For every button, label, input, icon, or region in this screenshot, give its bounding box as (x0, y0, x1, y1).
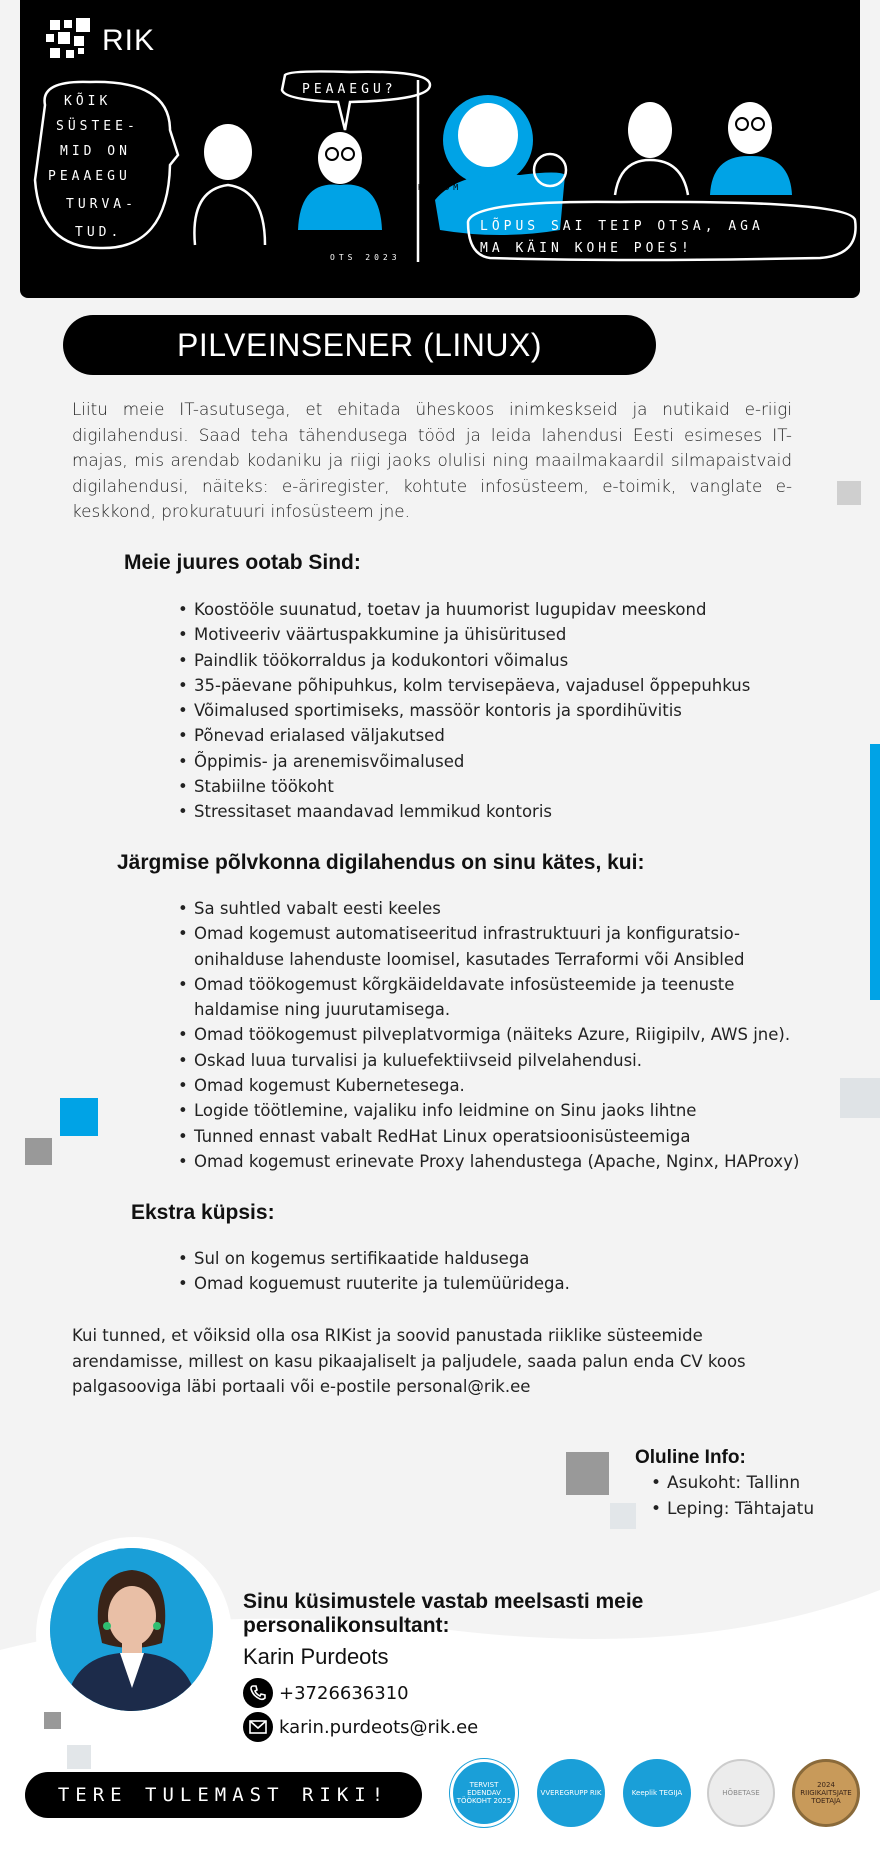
list-item: • Koostööle suunatud, toetav ja huumorist lugupidav meeskond (194, 597, 750, 622)
outro-text: Kui tunned, et võiksid olla osa RIKist ja soovid panustada riiklike süsteemide arendamisse, millest on kasu pikaajaliselt ja paljudele, saada palun enda CV koos palgasooviga läbi portaali või e-postile personal@rik.ee (72, 1326, 746, 1396)
list-item: • Omad kogemust Kubernetesega. (194, 1073, 799, 1098)
info-location: • Asukoht: Tallinn (667, 1470, 814, 1496)
list-item: • Võimalused sportimiseks, massöör kontoris ja spordihüvitis (194, 698, 750, 723)
list-item: • Omad kogemust erinevate Proxy lahendustega (Apache, Nginx, HAProxy) (194, 1149, 799, 1174)
svg-text:MID ON: MID ON (60, 144, 131, 159)
deco-square (25, 1138, 52, 1165)
list-item: • Omad koguemust ruuterite ja tulemüüridega. (194, 1271, 570, 1296)
list-item: • Stabiilne töökoht (194, 774, 750, 799)
contact-email-row (243, 1712, 478, 1742)
list-item: • Logide töötlemine, vajaliku info leidmine on Sinu jaoks lihtne (194, 1098, 799, 1123)
svg-text:KELOM: KELOM (418, 183, 463, 192)
list-item: • Õppimis- ja arenemisvõimalused (194, 749, 750, 774)
svg-text:KÕIK: KÕIK (64, 94, 112, 109)
benefits-list (194, 597, 750, 825)
list-item: • Põnevad erialased väljakutsed (194, 723, 750, 748)
welcome-banner (25, 1772, 422, 1818)
contact-phone[interactable]: +3726636310 (279, 1682, 409, 1704)
person-photo-icon (50, 1548, 213, 1711)
contact-email[interactable]: karin.purdeots@rik.ee (279, 1716, 479, 1738)
list-item: • Oskad luua turvalisi ja kuluefektiivseid pilvelahendusi. (194, 1048, 799, 1073)
extra-list (194, 1246, 570, 1297)
rik-logo-text: RIK (102, 24, 156, 57)
list-item: • 35-päevane põhipuhkus, kolm tervisepäeva, vajadusel õppepuhkus (194, 673, 750, 698)
badge-silver-level: HÕBETASE (707, 1759, 775, 1827)
svg-text:TURVA-: TURVA- (66, 197, 137, 212)
deco-square (44, 1712, 61, 1729)
job-title-banner (63, 315, 656, 375)
contact-heading: Sinu küsimustele vastab meelsasti meie personalikonsultant: (243, 1590, 644, 1637)
badge-defence-supporter: 2024 RIIGIKAITSJATE TOETAJA (792, 1759, 860, 1827)
deco-square (840, 1078, 880, 1118)
badge-blood-group: VVEREGRUPP RIK (537, 1759, 605, 1827)
header-comic (20, 0, 860, 298)
contact-phone-row (243, 1678, 409, 1708)
welcome-text: TERE TULEMAST RIKI! (57, 1784, 390, 1806)
svg-text:PEAAEGU: PEAAEGU (48, 169, 131, 184)
mail-icon (243, 1712, 273, 1742)
svg-text:LÕPUS SAI TEIP OTSA, AGA: LÕPUS SAI TEIP OTSA, AGA (480, 219, 764, 234)
section-heading-requirements: Järgmise põlvkonna digilahendus on sinu kätes, kui: (117, 851, 645, 874)
list-item: • Omad töökogemust pilveplatvormiga (näiteks Azure, Riigipilv, AWS jne). (194, 1022, 799, 1047)
deco-accent-bar (870, 744, 880, 1000)
svg-text:OTS 2023: OTS 2023 (330, 253, 401, 262)
intro-text: Liitu meie IT-asutusega, et ehitada üheskoos inimkeskseid ja nutikaid e-riigi digilahendusi. Saad teha tähendusega tööd ja leida lahendusi Eesti esimeses IT-majas, mis arendab kodaniku ja riigi jaoks olulisi ning maailmakaardil silmapaistvaid digilahendusi, näiteks: e-äriregister, kohtute infosüsteem, e-toimik, vanglate e-keskkond, prokuratuuri infosüsteem jne. (72, 399, 792, 521)
deco-square (60, 1098, 98, 1136)
deco-square (837, 481, 861, 505)
phone-icon (243, 1678, 273, 1708)
svg-text:PEAAEGU?: PEAAEGU? (302, 82, 397, 97)
list-item: • Stressitaset maandavad lemmikud kontoris (194, 799, 750, 824)
badge-health-workplace: TERVIST EDENDAV TÖÖKOHT 2025 (450, 1759, 518, 1827)
deco-square (67, 1745, 91, 1769)
info-list (667, 1470, 814, 1522)
badge-language-doer: Keeplik TEGIJA (623, 1759, 691, 1827)
list-item: • Omad kogemust automatiseeritud infrastruktuuri ja konfiguratsio- (194, 921, 799, 946)
svg-text:MA KÄIN KOHE POES!: MA KÄIN KOHE POES! (480, 241, 693, 256)
info-heading: Oluline Info: (635, 1447, 746, 1468)
section-heading-extra: Ekstra küpsis: (131, 1201, 275, 1224)
svg-text:TUD.: TUD. (75, 225, 123, 240)
section-heading-benefits: Meie juures ootab Sind: (124, 551, 361, 574)
list-item: • Paindlik töökorraldus ja kodukontori võimalus (194, 648, 750, 673)
list-item-continuation: haldamise ning juurutamisega. (194, 1000, 451, 1020)
deco-square (566, 1452, 609, 1495)
avatar (50, 1548, 213, 1711)
deco-square (610, 1503, 636, 1529)
list-item: • Sul on kogemus sertifikaatide haldusega (194, 1246, 570, 1271)
list-item: • Sa suhtled vabalt eesti keeles (194, 896, 799, 921)
list-item: • Motiveeriv väärtuspakkumine ja ühisüritused (194, 622, 750, 647)
svg-text:SÜSTEE-: SÜSTEE- (56, 119, 139, 134)
list-item: • Tunned ennast vabalt RedHat Linux operatsioonisüsteemiga (194, 1124, 799, 1149)
info-contract: • Leping: Tähtajatu (667, 1496, 814, 1522)
requirements-list (194, 896, 799, 1174)
list-item-continuation: onihalduse lahenduste loomisel, kasutades Terraformi või Ansibled (194, 949, 745, 969)
page-title: PILVEINSENER (LINUX) (176, 326, 543, 363)
contact-name: Karin Purdeots (243, 1644, 389, 1669)
rik-logo-icon (46, 18, 90, 58)
list-item: • Omad töökogemust kõrgkäideldavate infosüsteemide ja teenuste (194, 972, 799, 997)
